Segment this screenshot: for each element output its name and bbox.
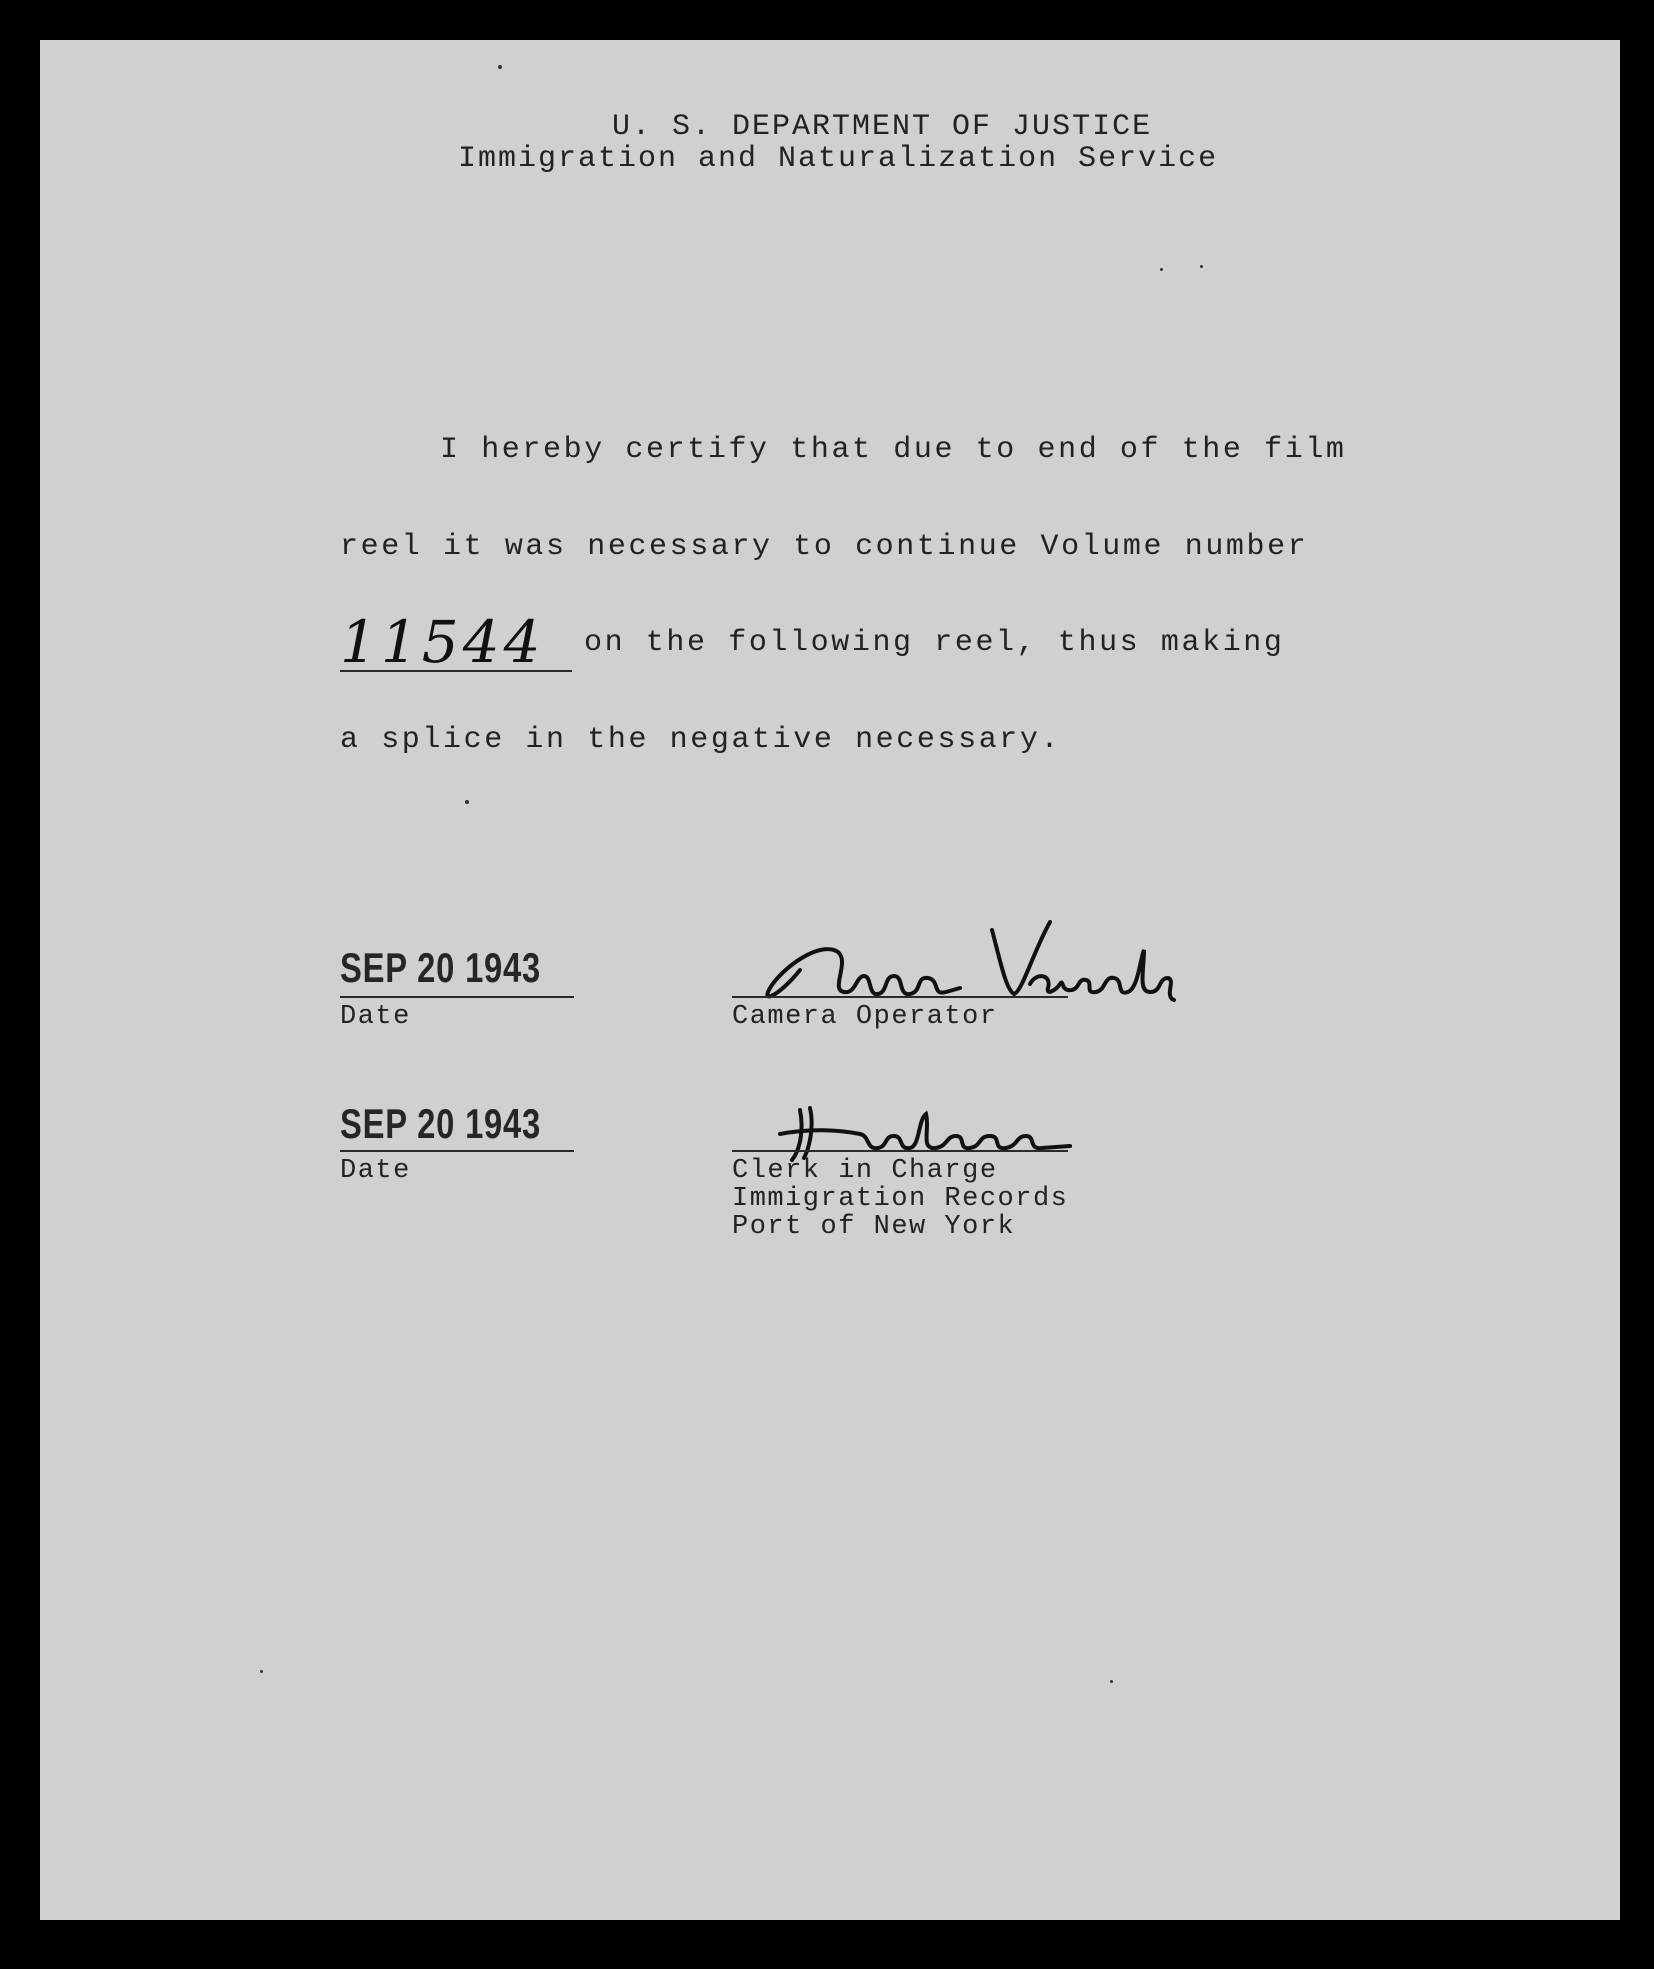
- film-speck: [465, 800, 469, 804]
- volume-number-blank: [340, 670, 572, 672]
- date-stamp-2: SEP 20 1943: [340, 1100, 542, 1147]
- document-page: [40, 40, 1620, 1920]
- film-speck: [1160, 268, 1163, 271]
- film-speck: [1110, 1680, 1113, 1683]
- certificate-line-4: a splice in the negative necessary.: [340, 723, 1062, 757]
- date-label-1: Date: [340, 1002, 411, 1032]
- certificate-line-1: I hereby certify that due to end of the film: [440, 433, 1347, 467]
- clerk-title-1: Clerk in Charge: [732, 1156, 998, 1186]
- film-speck: [1200, 265, 1203, 268]
- clerk-title-3: Port of New York: [732, 1212, 1016, 1242]
- volume-number: 11544: [340, 608, 545, 676]
- service-heading: Immigration and Naturalization Service: [458, 142, 1219, 176]
- date-stamp-1: SEP 20 1943: [340, 944, 542, 991]
- certificate-line-2: reel it was necessary to continue Volume number: [340, 530, 1309, 564]
- date-line-2: [340, 1150, 574, 1152]
- certificate-line-3: on the following reel, thus making: [584, 626, 1285, 660]
- film-speck: [260, 1670, 263, 1673]
- film-speck: [498, 65, 502, 69]
- clerk-line: [732, 1150, 1068, 1152]
- camera-operator-label: Camera Operator: [732, 1002, 998, 1032]
- camera-operator-line: [732, 996, 1068, 998]
- department-heading: U. S. DEPARTMENT OF JUSTICE: [612, 110, 1153, 144]
- clerk-title-2: Immigration Records: [732, 1184, 1069, 1214]
- date-label-2: Date: [340, 1156, 411, 1186]
- date-line-1: [340, 996, 574, 998]
